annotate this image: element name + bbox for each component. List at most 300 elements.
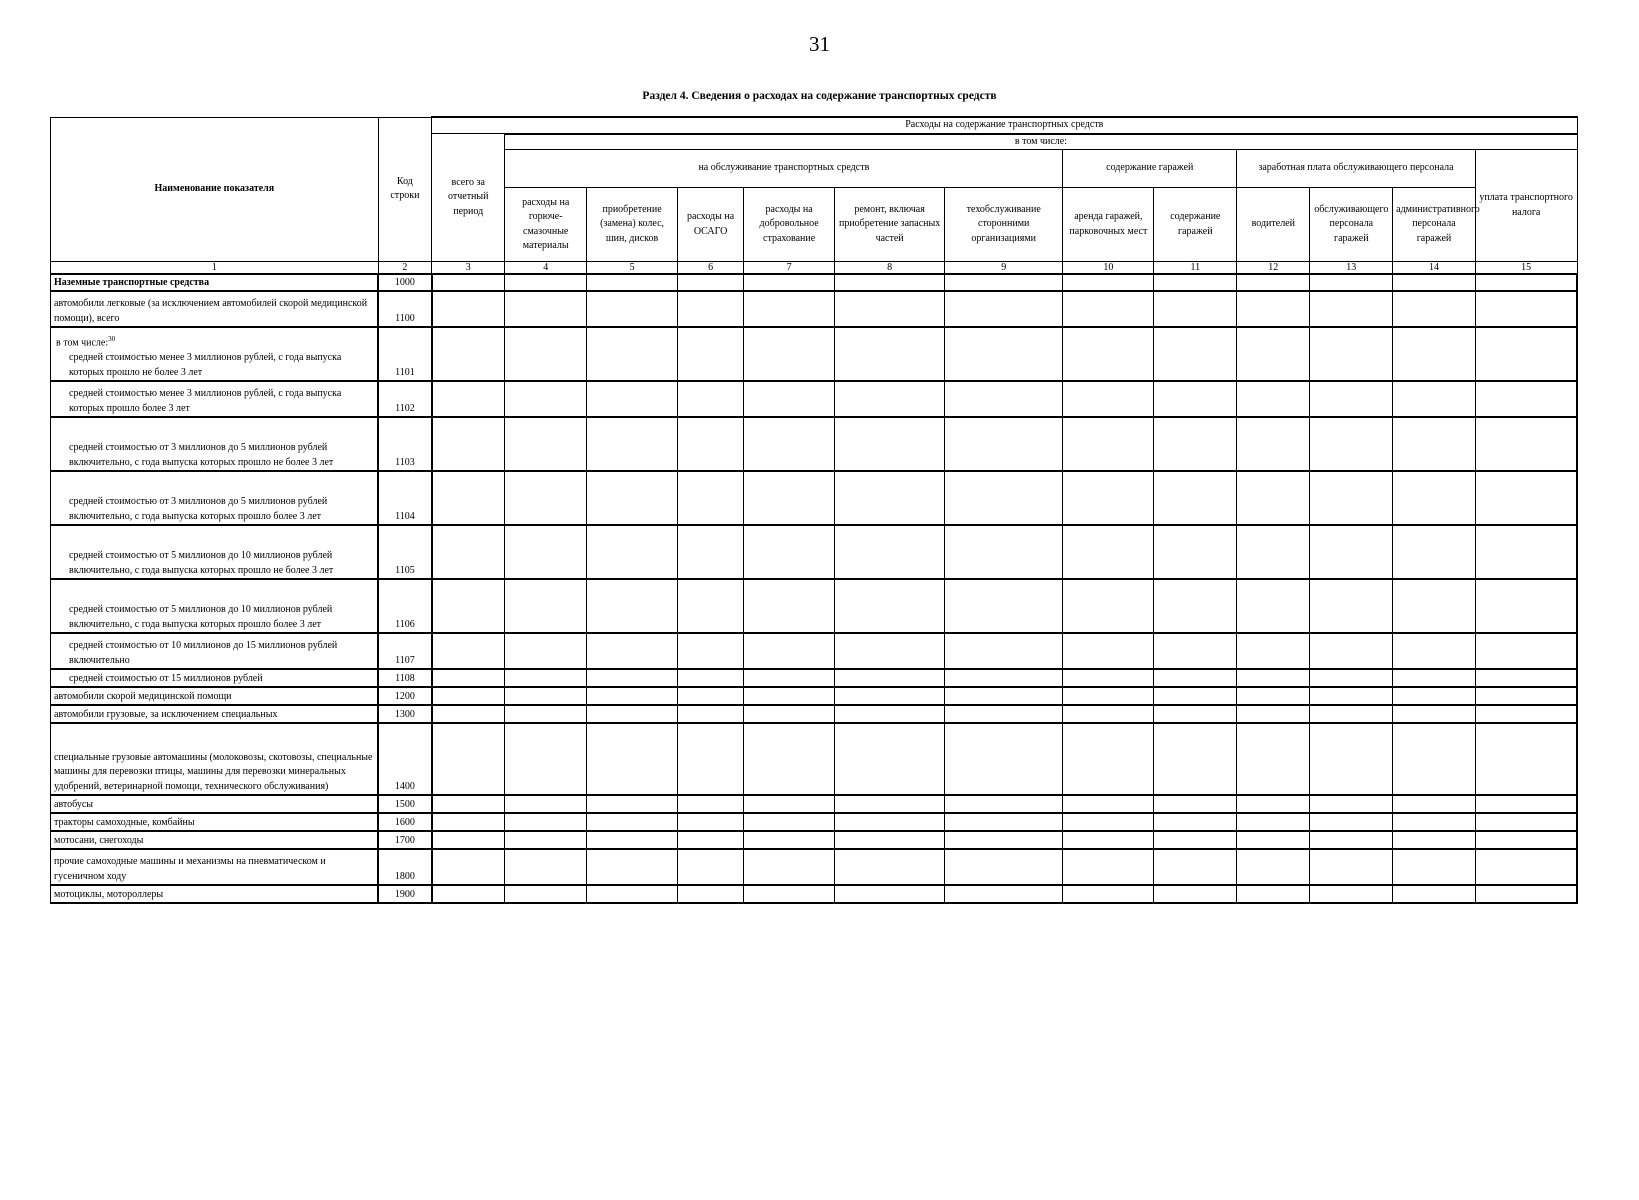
data-entry-cell[interactable]: [945, 381, 1063, 417]
data-entry-cell[interactable]: [678, 291, 744, 327]
data-entry-cell[interactable]: [744, 633, 835, 669]
data-entry-cell[interactable]: [835, 274, 945, 291]
data-entry-cell[interactable]: [835, 669, 945, 687]
data-entry-cell[interactable]: [432, 849, 505, 885]
data-entry-cell[interactable]: [432, 705, 505, 723]
data-entry-cell[interactable]: [1063, 579, 1154, 633]
data-entry-cell[interactable]: [1237, 849, 1310, 885]
row-code: 1000: [378, 274, 431, 291]
data-entry-cell[interactable]: [744, 669, 835, 687]
data-entry-cell[interactable]: [678, 795, 744, 813]
row-code: 1600: [378, 813, 431, 831]
data-entry-cell[interactable]: [1393, 327, 1476, 381]
data-entry-cell[interactable]: [1310, 633, 1393, 669]
table-row: [51, 885, 1578, 903]
row-name-text: средней стоимостью от 3 миллионов до 5 миллионов рублей включительно, с года выпуска которых прошло более 3 лет: [69, 496, 328, 522]
data-entry-cell[interactable]: [587, 795, 678, 813]
data-entry-cell[interactable]: [1310, 723, 1393, 795]
data-entry-cell[interactable]: [1475, 831, 1577, 849]
row-code: 1105: [378, 525, 431, 579]
data-entry-cell[interactable]: [1237, 291, 1310, 327]
data-entry-cell[interactable]: [1154, 274, 1237, 291]
data-entry-cell[interactable]: [1237, 471, 1310, 525]
data-entry-cell[interactable]: [432, 885, 505, 903]
data-entry-cell[interactable]: [505, 795, 587, 813]
data-entry-cell[interactable]: [432, 669, 505, 687]
data-entry-cell[interactable]: [1237, 687, 1310, 705]
data-entry-cell[interactable]: [505, 417, 587, 471]
data-entry-cell[interactable]: [432, 633, 505, 669]
table-row: [51, 327, 1578, 381]
data-entry-cell[interactable]: [744, 849, 835, 885]
data-entry-cell[interactable]: [945, 525, 1063, 579]
data-entry-cell[interactable]: [1237, 274, 1310, 291]
data-entry-cell[interactable]: [505, 633, 587, 669]
data-entry-cell[interactable]: [1154, 633, 1237, 669]
data-entry-cell[interactable]: [1393, 274, 1476, 291]
expenses-table-container: [50, 116, 1578, 904]
data-entry-cell[interactable]: [505, 381, 587, 417]
data-entry-cell[interactable]: [1063, 705, 1154, 723]
data-entry-cell[interactable]: [432, 795, 505, 813]
data-entry-cell[interactable]: [505, 525, 587, 579]
data-entry-cell[interactable]: [1475, 813, 1577, 831]
data-entry-cell[interactable]: [1310, 831, 1393, 849]
data-entry-cell[interactable]: [678, 381, 744, 417]
data-entry-cell[interactable]: [432, 831, 505, 849]
data-entry-cell[interactable]: [1393, 669, 1476, 687]
column-number: 11: [1154, 262, 1237, 275]
data-entry-cell[interactable]: [1475, 327, 1577, 381]
data-entry-cell[interactable]: [1475, 669, 1577, 687]
data-entry-cell[interactable]: [1154, 669, 1237, 687]
data-entry-cell[interactable]: [1063, 327, 1154, 381]
data-entry-cell[interactable]: [1237, 705, 1310, 723]
data-entry-cell[interactable]: [1237, 885, 1310, 903]
data-entry-cell[interactable]: [744, 274, 835, 291]
data-entry-cell[interactable]: [945, 687, 1063, 705]
table-row: [51, 471, 1578, 525]
data-entry-cell[interactable]: [1475, 723, 1577, 795]
data-entry-cell[interactable]: [1475, 381, 1577, 417]
data-entry-cell[interactable]: [744, 291, 835, 327]
data-entry-cell[interactable]: [744, 471, 835, 525]
data-entry-cell[interactable]: [1393, 705, 1476, 723]
row-code: 1103: [378, 417, 431, 471]
row-code: 1900: [378, 885, 431, 903]
data-entry-cell[interactable]: [1063, 849, 1154, 885]
data-entry-cell[interactable]: [1310, 795, 1393, 813]
data-entry-cell[interactable]: [678, 885, 744, 903]
data-entry-cell[interactable]: [587, 705, 678, 723]
data-entry-cell[interactable]: [1393, 795, 1476, 813]
data-entry-cell[interactable]: [1475, 687, 1577, 705]
row-name: [51, 417, 379, 471]
data-entry-cell[interactable]: [432, 813, 505, 831]
expenses-table: [50, 116, 1578, 904]
table-row: [51, 687, 1578, 705]
row-name: [51, 849, 379, 885]
data-entry-cell[interactable]: [744, 831, 835, 849]
data-entry-cell[interactable]: [1063, 274, 1154, 291]
row-name-text: автомобили грузовые, за исключением специальных: [54, 708, 278, 720]
footnote-marker: 30: [108, 335, 116, 344]
data-entry-cell[interactable]: [1063, 831, 1154, 849]
data-entry-cell[interactable]: [1154, 381, 1237, 417]
table-row: [51, 813, 1578, 831]
row-name-text: средней стоимостью менее 3 миллионов рублей, с года выпуска которых прошло более 3 лет: [69, 388, 342, 414]
data-entry-cell[interactable]: [678, 687, 744, 705]
data-entry-cell[interactable]: [744, 813, 835, 831]
data-entry-cell[interactable]: [1154, 849, 1237, 885]
data-entry-cell[interactable]: [587, 723, 678, 795]
data-entry-cell[interactable]: [678, 633, 744, 669]
data-entry-cell[interactable]: [1154, 795, 1237, 813]
row-name-text: мотоциклы, мотороллеры: [54, 888, 164, 900]
data-entry-cell[interactable]: [945, 813, 1063, 831]
data-entry-cell[interactable]: [1475, 849, 1577, 885]
data-entry-cell[interactable]: [1154, 687, 1237, 705]
data-entry-cell[interactable]: [1393, 471, 1476, 525]
data-entry-cell[interactable]: [835, 849, 945, 885]
data-entry-cell[interactable]: [1237, 813, 1310, 831]
row-name: [51, 813, 379, 831]
data-entry-cell[interactable]: [835, 381, 945, 417]
data-entry-cell[interactable]: [587, 327, 678, 381]
data-entry-cell[interactable]: [1310, 669, 1393, 687]
row-name: [51, 291, 379, 327]
data-entry-cell[interactable]: [505, 669, 587, 687]
data-entry-cell[interactable]: [1154, 291, 1237, 327]
data-entry-cell[interactable]: [1475, 795, 1577, 813]
data-entry-cell[interactable]: [505, 813, 587, 831]
data-entry-cell[interactable]: [1154, 471, 1237, 525]
data-entry-cell[interactable]: [432, 274, 505, 291]
header-garage-service-staff: обслуживающего персонала гаражей: [1310, 188, 1393, 262]
data-entry-cell[interactable]: [744, 687, 835, 705]
data-entry-cell[interactable]: [1310, 687, 1393, 705]
data-entry-cell[interactable]: [1475, 885, 1577, 903]
table-row: [51, 849, 1578, 885]
data-entry-cell[interactable]: [1154, 327, 1237, 381]
table-row: [51, 669, 1578, 687]
data-entry-cell[interactable]: [945, 471, 1063, 525]
data-entry-cell[interactable]: [587, 291, 678, 327]
data-entry-cell[interactable]: [432, 327, 505, 381]
data-entry-cell[interactable]: [432, 381, 505, 417]
data-entry-cell[interactable]: [1063, 417, 1154, 471]
data-entry-cell[interactable]: [1393, 633, 1476, 669]
data-entry-cell[interactable]: [1393, 381, 1476, 417]
data-entry-cell[interactable]: [835, 633, 945, 669]
data-entry-cell[interactable]: [587, 525, 678, 579]
data-entry-cell[interactable]: [678, 327, 744, 381]
data-entry-cell[interactable]: [1475, 579, 1577, 633]
data-entry-cell[interactable]: [1063, 525, 1154, 579]
data-entry-cell[interactable]: [1393, 831, 1476, 849]
data-entry-cell[interactable]: [505, 291, 587, 327]
data-entry-cell[interactable]: [1310, 705, 1393, 723]
data-entry-cell[interactable]: [505, 723, 587, 795]
row-name-text: средней стоимостью от 15 миллионов рублей: [69, 672, 263, 684]
data-entry-cell[interactable]: [1475, 291, 1577, 327]
data-entry-cell[interactable]: [1063, 813, 1154, 831]
data-entry-cell[interactable]: [432, 291, 505, 327]
data-entry-cell[interactable]: [945, 705, 1063, 723]
data-entry-cell[interactable]: [678, 525, 744, 579]
data-entry-cell[interactable]: [835, 417, 945, 471]
data-entry-cell[interactable]: [1310, 525, 1393, 579]
data-entry-cell[interactable]: [744, 327, 835, 381]
header-osago: расходы на ОСАГО: [678, 188, 744, 262]
data-entry-cell[interactable]: [1063, 471, 1154, 525]
data-entry-cell[interactable]: [1393, 687, 1476, 705]
data-entry-cell[interactable]: [1475, 417, 1577, 471]
data-entry-cell[interactable]: [1237, 579, 1310, 633]
header-indicator-name: Наименование показателя: [51, 117, 379, 262]
data-entry-cell[interactable]: [744, 795, 835, 813]
data-entry-cell[interactable]: [505, 705, 587, 723]
data-entry-cell[interactable]: [678, 705, 744, 723]
column-number: 5: [587, 262, 678, 275]
data-entry-cell[interactable]: [432, 417, 505, 471]
data-entry-cell[interactable]: [1063, 669, 1154, 687]
data-entry-cell[interactable]: [1393, 525, 1476, 579]
column-number: 13: [1310, 262, 1393, 275]
data-entry-cell[interactable]: [945, 795, 1063, 813]
data-entry-cell[interactable]: [1475, 633, 1577, 669]
data-entry-cell[interactable]: [1063, 723, 1154, 795]
data-entry-cell[interactable]: [678, 274, 744, 291]
data-entry-cell[interactable]: [744, 705, 835, 723]
data-entry-cell[interactable]: [1393, 849, 1476, 885]
data-entry-cell[interactable]: [1310, 579, 1393, 633]
header-repair: ремонт, включая приобретение запасных частей: [835, 188, 945, 262]
data-entry-cell[interactable]: [587, 885, 678, 903]
data-entry-cell[interactable]: [1063, 291, 1154, 327]
data-entry-cell[interactable]: [835, 795, 945, 813]
data-entry-cell[interactable]: [945, 831, 1063, 849]
header-wheels: приобретение (замена) колес, шин, дисков: [587, 188, 678, 262]
data-entry-cell[interactable]: [678, 813, 744, 831]
row-name: [51, 327, 379, 381]
data-entry-cell[interactable]: [945, 327, 1063, 381]
data-entry-cell[interactable]: [1475, 471, 1577, 525]
data-entry-cell[interactable]: [587, 813, 678, 831]
data-entry-cell[interactable]: [835, 471, 945, 525]
data-entry-cell[interactable]: [678, 669, 744, 687]
data-entry-cell[interactable]: [678, 579, 744, 633]
data-entry-cell[interactable]: [1310, 813, 1393, 831]
data-entry-cell[interactable]: [587, 849, 678, 885]
data-entry-cell[interactable]: [1237, 417, 1310, 471]
data-entry-cell[interactable]: [505, 327, 587, 381]
data-entry-cell[interactable]: [1237, 795, 1310, 813]
table-row: [51, 633, 1578, 669]
data-entry-cell[interactable]: [945, 579, 1063, 633]
data-entry-cell[interactable]: [744, 885, 835, 903]
data-entry-cell[interactable]: [1393, 417, 1476, 471]
data-entry-cell[interactable]: [587, 381, 678, 417]
data-entry-cell[interactable]: [1310, 417, 1393, 471]
row-name: [51, 274, 379, 291]
data-entry-cell[interactable]: [1310, 381, 1393, 417]
row-name: [51, 471, 379, 525]
column-number: 4: [505, 262, 587, 275]
row-name: [51, 831, 379, 849]
data-entry-cell[interactable]: [1393, 723, 1476, 795]
data-entry-cell[interactable]: [1393, 291, 1476, 327]
data-entry-cell[interactable]: [505, 579, 587, 633]
data-entry-cell[interactable]: [587, 579, 678, 633]
header-total-for-period: всего за отчетный период: [432, 134, 505, 262]
row-name-text: средней стоимостью от 3 миллионов до 5 миллионов рублей включительно, с года выпуска которых прошло не более 3 лет: [69, 442, 334, 468]
data-entry-cell[interactable]: [835, 525, 945, 579]
data-entry-cell[interactable]: [1154, 831, 1237, 849]
data-entry-cell[interactable]: [1237, 525, 1310, 579]
data-entry-cell[interactable]: [744, 381, 835, 417]
data-entry-cell[interactable]: [945, 417, 1063, 471]
data-entry-cell[interactable]: [1237, 327, 1310, 381]
data-entry-cell[interactable]: [587, 669, 678, 687]
header-third-party-service: техобслуживание сторонними организациями: [945, 188, 1063, 262]
data-entry-cell[interactable]: [945, 669, 1063, 687]
table-row: [51, 705, 1578, 723]
data-entry-cell[interactable]: [587, 471, 678, 525]
data-entry-cell[interactable]: [945, 723, 1063, 795]
data-entry-cell[interactable]: [678, 723, 744, 795]
data-entry-cell[interactable]: [1310, 849, 1393, 885]
data-entry-cell[interactable]: [835, 687, 945, 705]
data-entry-cell[interactable]: [1393, 579, 1476, 633]
data-entry-cell[interactable]: [1063, 795, 1154, 813]
data-entry-cell[interactable]: [432, 525, 505, 579]
data-entry-cell[interactable]: [678, 471, 744, 525]
page-number: 31: [809, 32, 830, 56]
row-code: 1102: [378, 381, 431, 417]
data-entry-cell[interactable]: [1237, 723, 1310, 795]
data-entry-cell[interactable]: [1237, 633, 1310, 669]
data-entry-cell[interactable]: [1237, 831, 1310, 849]
data-entry-cell[interactable]: [1237, 381, 1310, 417]
row-code: 1108: [378, 669, 431, 687]
data-entry-cell[interactable]: [1475, 274, 1577, 291]
data-entry-cell[interactable]: [1154, 525, 1237, 579]
row-code: 1700: [378, 831, 431, 849]
data-entry-cell[interactable]: [678, 417, 744, 471]
data-entry-cell[interactable]: [587, 633, 678, 669]
header-row-code: Код строки: [378, 117, 431, 262]
data-entry-cell[interactable]: [1154, 885, 1237, 903]
data-entry-cell[interactable]: [945, 885, 1063, 903]
data-entry-cell[interactable]: [835, 813, 945, 831]
header-transport-tax: уплата транспортного налога: [1475, 150, 1577, 262]
row-name-text: автобусы: [54, 798, 94, 810]
row-name-prefix-text: в том числе:: [56, 337, 109, 349]
header-drivers: водителей: [1237, 188, 1310, 262]
data-entry-cell[interactable]: [835, 327, 945, 381]
data-entry-cell[interactable]: [505, 831, 587, 849]
data-entry-cell[interactable]: [945, 291, 1063, 327]
row-name-text: специальные грузовые автомашины (молоковозы, скотовозы, специальные машины для перевозки птицы, машины для перевозки минеральных удобрений, ветеринарной помощи, технического обслуживания): [54, 751, 373, 792]
data-entry-cell[interactable]: [1154, 813, 1237, 831]
data-entry-cell[interactable]: [505, 885, 587, 903]
data-entry-cell[interactable]: [1154, 705, 1237, 723]
data-entry-cell[interactable]: [945, 274, 1063, 291]
header-fuel: расходы на горюче-смазочные материалы: [505, 188, 587, 262]
row-name-text: Наземные транспортные средства: [54, 276, 210, 288]
data-entry-cell[interactable]: [432, 471, 505, 525]
data-entry-cell[interactable]: [744, 417, 835, 471]
row-name-text: автомобили скорой медицинской помощи: [54, 690, 232, 702]
row-name-text: автомобили легковые (за исключением автомобилей скорой медицинской помощи), всего: [54, 298, 368, 324]
data-entry-cell[interactable]: [1393, 885, 1476, 903]
row-name-text: тракторы самоходные, комбайны: [54, 816, 195, 828]
data-entry-cell[interactable]: [1154, 723, 1237, 795]
data-entry-cell[interactable]: [505, 274, 587, 291]
data-entry-cell[interactable]: [835, 831, 945, 849]
data-entry-cell[interactable]: [835, 723, 945, 795]
data-entry-cell[interactable]: [1063, 687, 1154, 705]
data-entry-cell[interactable]: [505, 471, 587, 525]
data-entry-cell[interactable]: [678, 849, 744, 885]
data-entry-cell[interactable]: [1393, 813, 1476, 831]
data-entry-cell[interactable]: [587, 274, 678, 291]
table-row: [51, 291, 1578, 327]
row-name-text: средней стоимостью менее 3 миллионов рублей, с года выпуска которых прошло не более 3 лет: [69, 352, 342, 378]
data-entry-cell[interactable]: [945, 633, 1063, 669]
data-entry-cell[interactable]: [1063, 633, 1154, 669]
data-entry-cell[interactable]: [1063, 885, 1154, 903]
data-entry-cell[interactable]: [744, 723, 835, 795]
data-entry-cell[interactable]: [505, 849, 587, 885]
data-entry-cell[interactable]: [1154, 579, 1237, 633]
data-entry-cell[interactable]: [835, 885, 945, 903]
data-entry-cell[interactable]: [432, 723, 505, 795]
data-entry-cell[interactable]: [1237, 669, 1310, 687]
data-entry-cell[interactable]: [744, 525, 835, 579]
data-entry-cell[interactable]: [432, 687, 505, 705]
data-entry-cell[interactable]: [1310, 885, 1393, 903]
data-entry-cell[interactable]: [1154, 417, 1237, 471]
column-number: 9: [945, 262, 1063, 275]
data-entry-cell[interactable]: [432, 579, 505, 633]
data-entry-cell[interactable]: [744, 579, 835, 633]
data-entry-cell[interactable]: [1310, 471, 1393, 525]
row-name: [51, 669, 379, 687]
data-entry-cell[interactable]: [835, 705, 945, 723]
data-entry-cell[interactable]: [1475, 525, 1577, 579]
data-entry-cell[interactable]: [1310, 327, 1393, 381]
data-entry-cell[interactable]: [1310, 274, 1393, 291]
data-entry-cell[interactable]: [1063, 381, 1154, 417]
data-entry-cell[interactable]: [1310, 291, 1393, 327]
data-entry-cell[interactable]: [835, 579, 945, 633]
data-entry-cell[interactable]: [505, 687, 587, 705]
column-number: 15: [1475, 262, 1577, 275]
row-code: 1106: [378, 579, 431, 633]
data-entry-cell[interactable]: [835, 291, 945, 327]
data-entry-cell[interactable]: [587, 687, 678, 705]
data-entry-cell[interactable]: [678, 831, 744, 849]
data-entry-cell[interactable]: [1475, 705, 1577, 723]
data-entry-cell[interactable]: [587, 417, 678, 471]
row-code: 1104: [378, 471, 431, 525]
column-number: 7: [744, 262, 835, 275]
data-entry-cell[interactable]: [587, 831, 678, 849]
data-entry-cell[interactable]: [945, 849, 1063, 885]
row-code: 1107: [378, 633, 431, 669]
